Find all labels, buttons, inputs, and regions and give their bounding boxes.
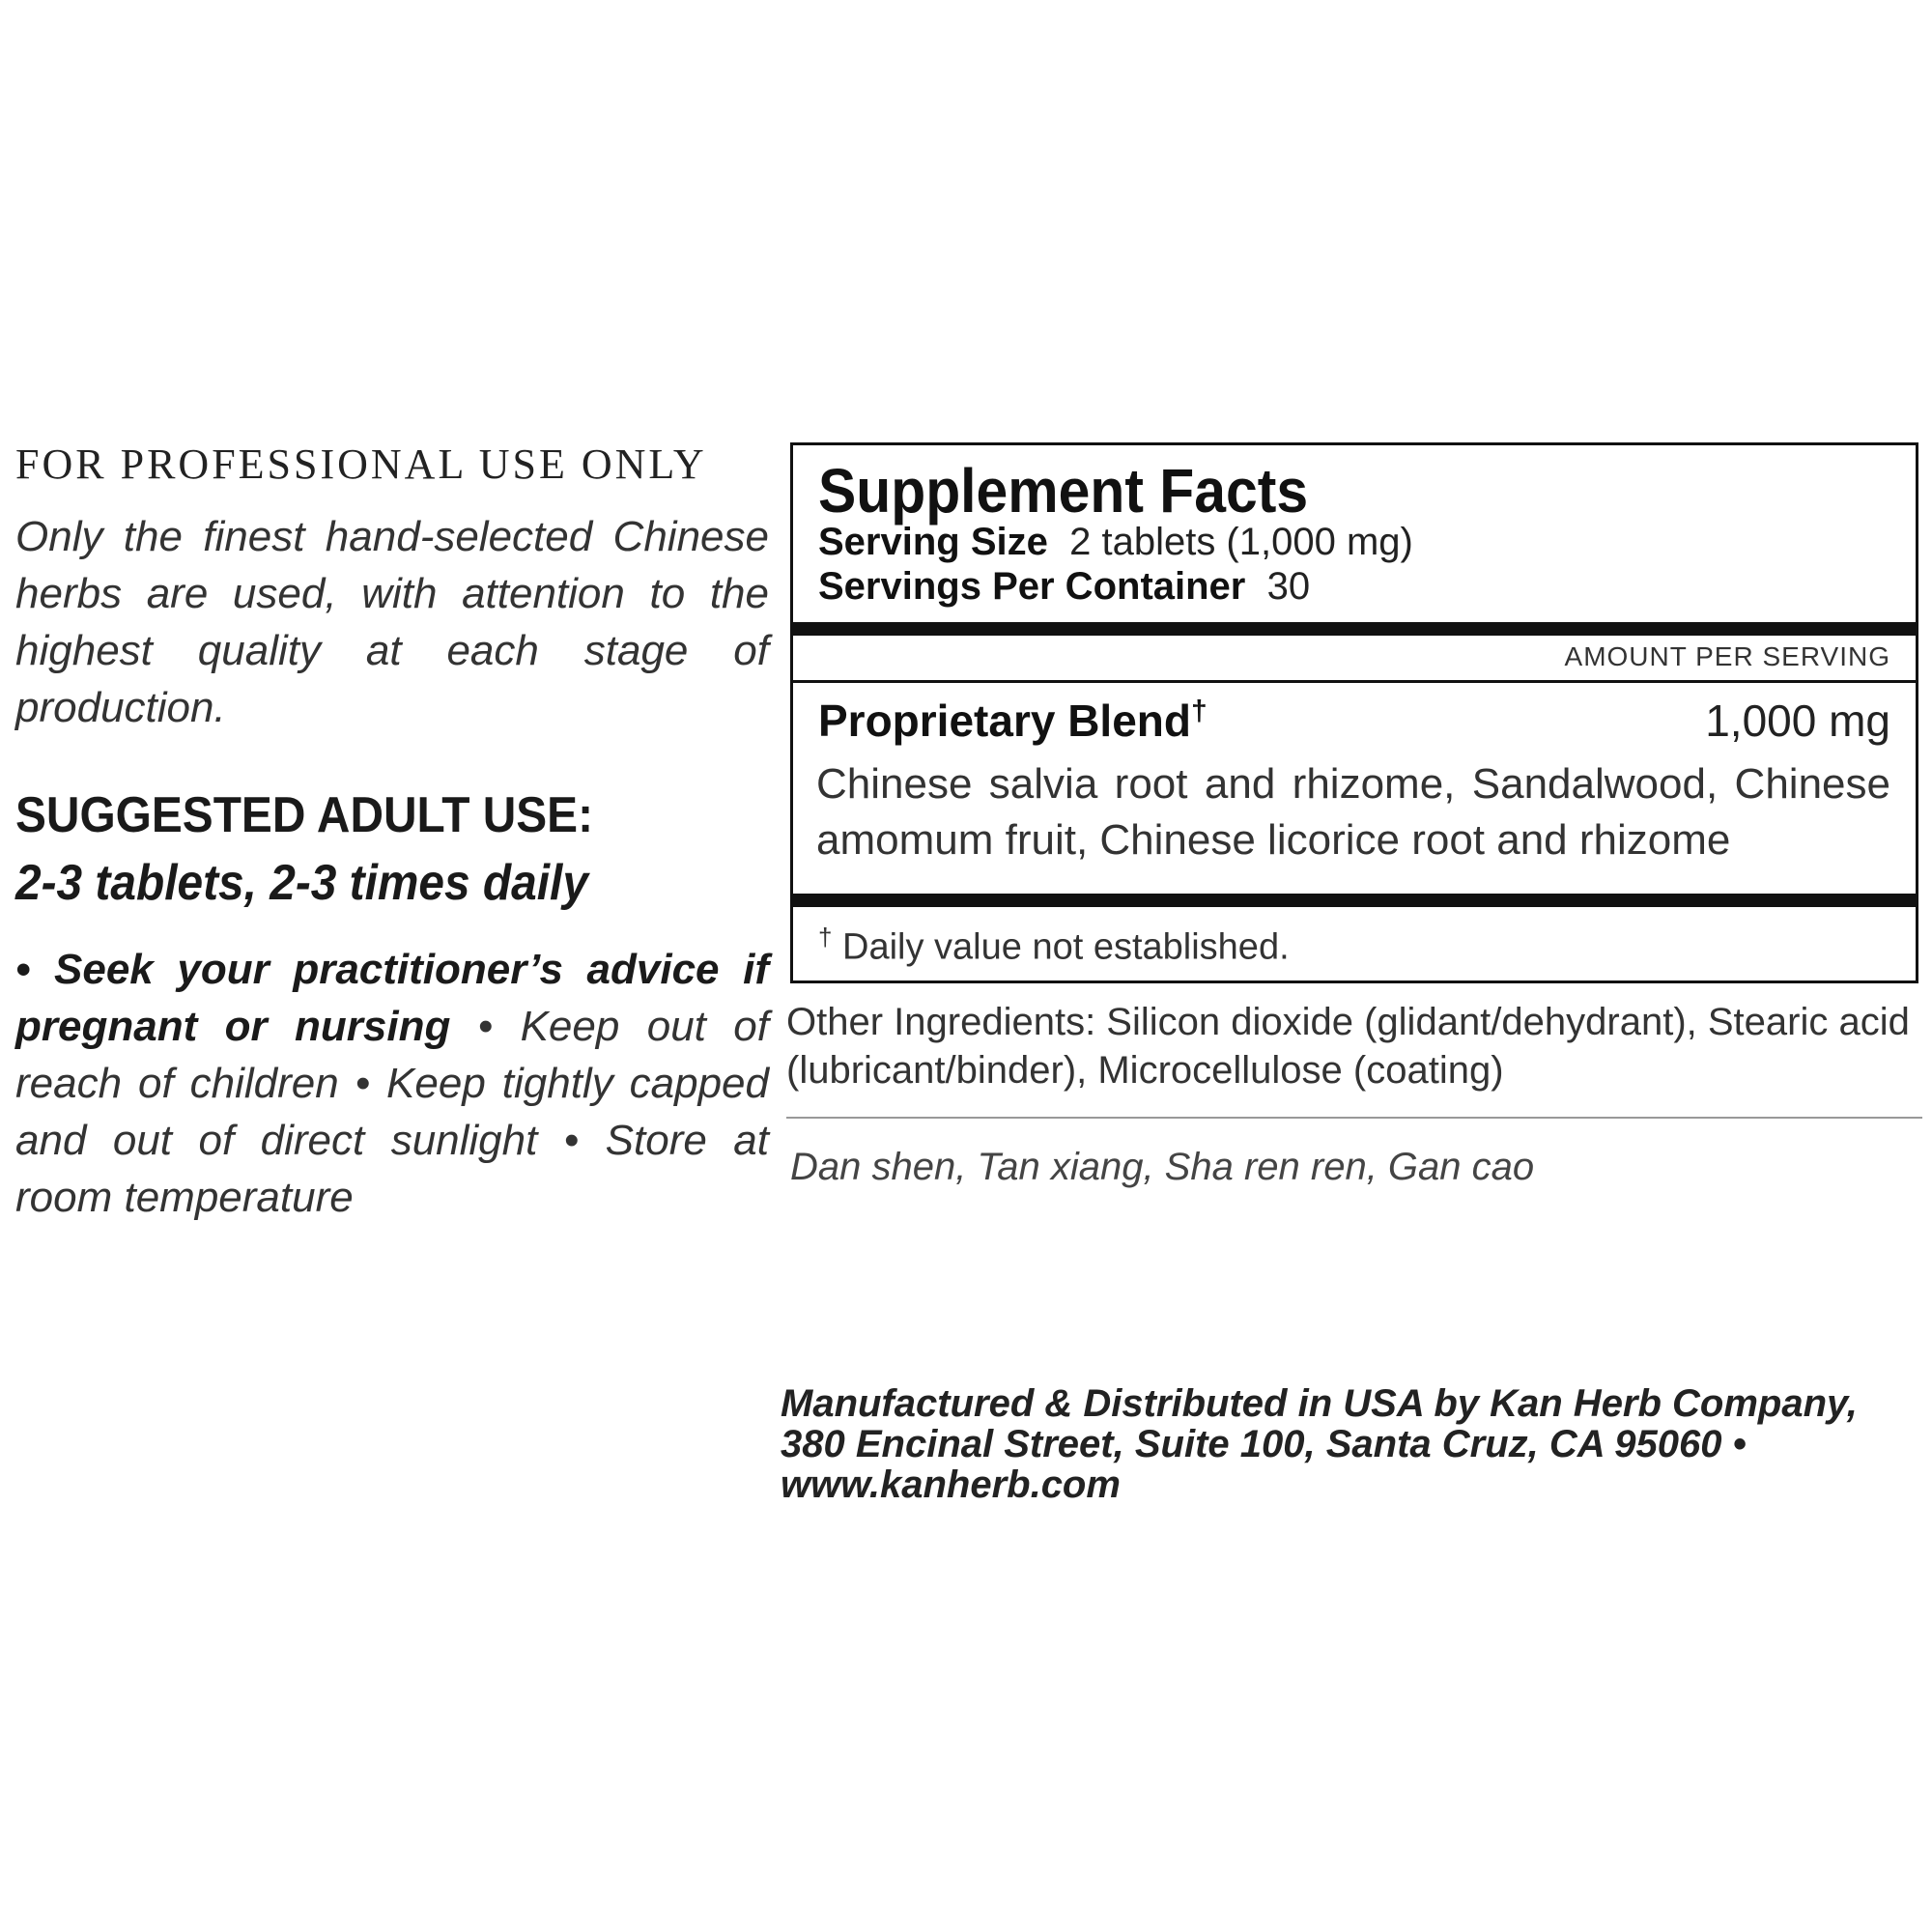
warning-storage: • Keep out of reach of children • Keep tightly capped and out of direct sunlight • Store at room temperature [15,1003,769,1221]
thick-divider-bottom [793,894,1916,907]
manufacturer-info: Manufactured & Distributed in USA by Kan Herb Company, 380 Encinal Street, Suite 100, Santa Cruz, CA 95060 • www.kanherb.com [781,1382,1858,1506]
pinyin-herb-names: Dan shen, Tan xiang, Sha ren ren, Gan cao [790,1146,1535,1188]
professional-use-heading: FOR PROFESSIONAL USE ONLY [15,440,707,488]
warning-pregnant: • Seek your practitioner’s advice if pregnant or nursing [15,946,769,1050]
proprietary-blend-label: Proprietary Blend† [818,695,1208,746]
dagger-mark: † [1191,695,1208,727]
serving-size-value: 2 tablets (1,000 mg) [1069,521,1413,563]
amount-per-serving-header: AMOUNT PER SERVING [1564,641,1890,671]
usage-column [15,440,769,1226]
serving-size-label: Serving Size [818,521,1048,563]
thin-divider [793,680,1916,683]
other-ingredients: Other Ingredients: Silicon dioxide (glidant/dehydrant), Stearic acid (lubricant/binder), Microcellulose (coating) [786,1001,1910,1092]
blend-ingredients: Chinese salvia root and rhizome, Sandalwood, Chinese amomum fruit, Chinese licorice root and rhizome [816,760,1890,864]
servings-per-container-value: 30 [1266,565,1311,608]
warnings-text [15,941,769,1226]
proprietary-blend-amount: 1,000 mg [1705,696,1890,746]
supplement-facts-title: Supplement Facts [818,456,1309,526]
thick-divider [793,622,1916,636]
servings-per-container-label: Servings Per Container [818,565,1246,608]
suggested-use-title: SUGGESTED ADULT USE: [15,787,594,843]
serving-size-row [818,521,1413,564]
suggested-dose: 2-3 tablets, 2-3 times daily [15,855,588,911]
quality-statement: Only the finest hand-selected Chinese herbs are used, with attention to the highest quality at each stage of production. [15,513,769,731]
section-divider [786,1117,1922,1119]
footnote-dagger: † [818,923,833,952]
servings-per-container-row [818,565,1310,609]
supplement-facts-panel [790,442,1918,983]
daily-value-footnote: † Daily value not established. [818,923,1290,968]
